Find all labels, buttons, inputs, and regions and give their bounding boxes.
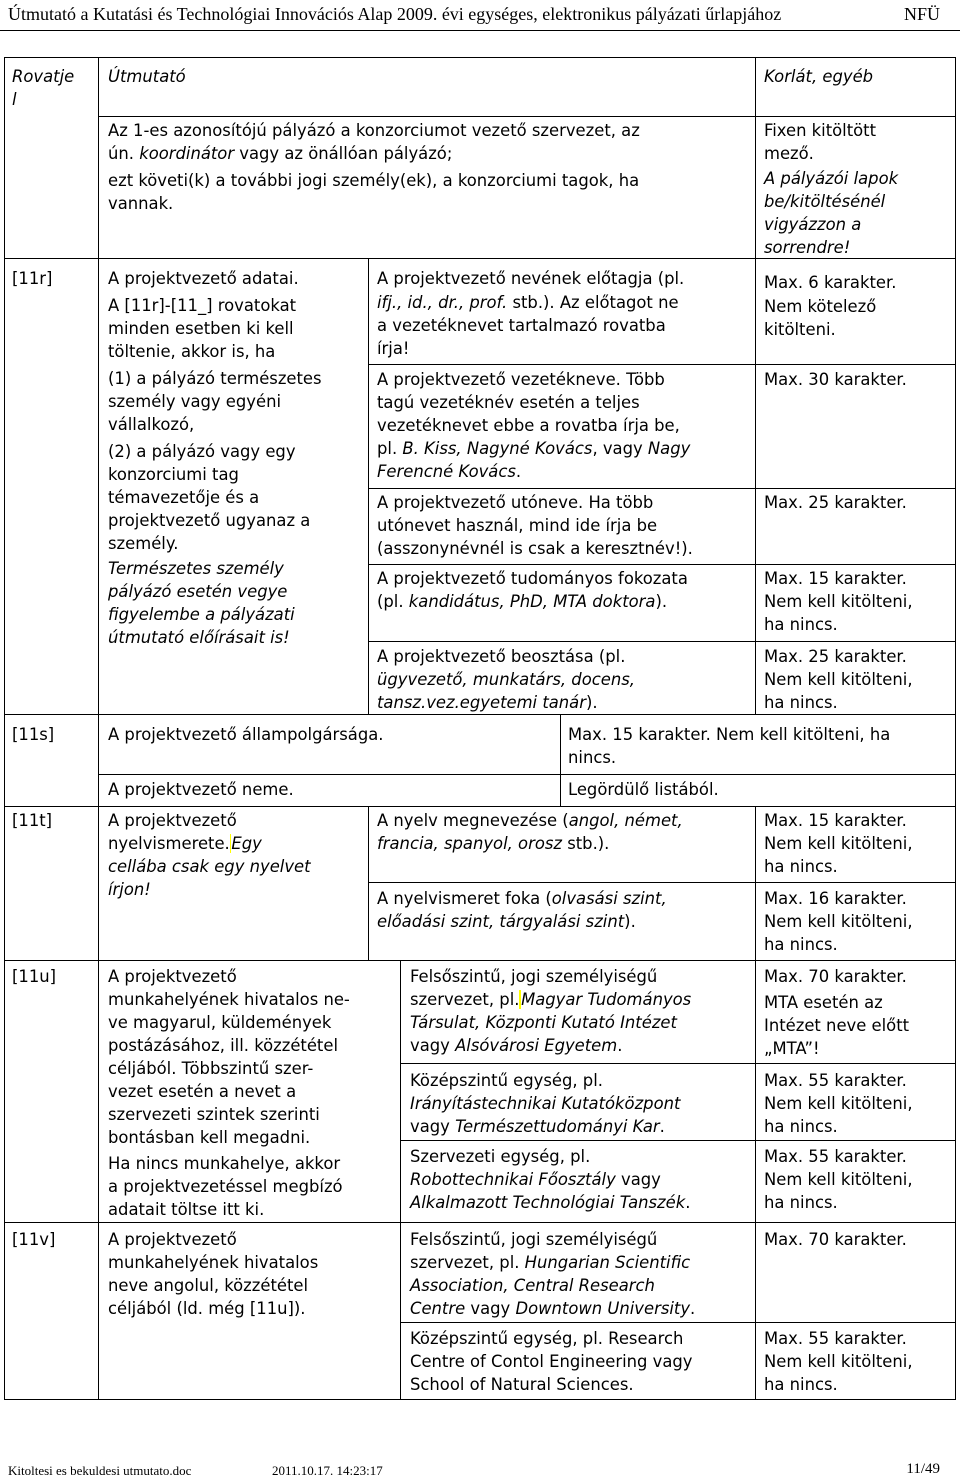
sub-limit: „MTA”! [764, 1039, 820, 1058]
field-desc: személy. [108, 534, 179, 553]
field-desc: (1) a pályázó természetes [108, 369, 322, 388]
field-desc: munkahelyének hivatalos [108, 1253, 319, 1272]
sub-desc: A projektvezető tudományos fokozata [377, 569, 688, 588]
col-divider [368, 806, 369, 960]
sub-desc: School of Natural Sciences. [410, 1375, 634, 1394]
sub-limit: Max. 55 karakter. [764, 1329, 907, 1348]
field-desc: Ha nincs munkahelye, akkor [108, 1154, 341, 1173]
sub-limit: ha nincs. [764, 935, 838, 954]
field-desc: A projektvezető [108, 967, 237, 986]
intro-text: ún. koordinátor vagy az önállóan pályázó; [108, 144, 453, 163]
col-header-limit: Korlát, egyéb [764, 67, 874, 86]
sub-limit: Max. 55 karakter. [764, 1071, 907, 1090]
sub-desc: A projektvezető utóneve. Ha több [377, 493, 654, 512]
sub-desc: Robottechnikai Főosztály vagy [410, 1170, 661, 1189]
field-desc: (2) a pályázó vagy egy [108, 442, 296, 461]
sub-limit: Nem kötelező [764, 297, 877, 316]
field-desc: vállalkozó, [108, 415, 195, 434]
sub-limit: Max. 70 karakter. [764, 967, 907, 986]
intro-limit-note: be/kitöltésénél [764, 192, 886, 211]
field-desc: projektvezető ugyanaz a [108, 511, 311, 530]
row-divider [400, 1063, 955, 1064]
sub-desc: Középszintű egység, pl. Research [410, 1329, 684, 1348]
intro-limit-note: A pályázói lapok [764, 169, 899, 188]
sub-limit: ha nincs. [764, 615, 838, 634]
sub-limit: Intézet neve előtt [764, 1016, 910, 1035]
intro-limit: mező. [764, 144, 814, 163]
sub-desc: utónevet használ, mind ide írja be [377, 516, 658, 535]
sub-desc: ügyvezető, munkatárs, docens, [377, 670, 635, 689]
sub-desc: Ferencné Kovács. [377, 462, 522, 481]
col-divider [98, 58, 99, 1399]
sub-desc: Centre of Contol Engineering vagy [410, 1352, 693, 1371]
row-divider [368, 641, 955, 642]
sub-limit: Max. 70 karakter. [764, 1230, 907, 1249]
field-limit: nincs. [568, 748, 617, 767]
col-divider [755, 58, 756, 714]
sub-desc: A projektvezető beosztása (pl. [377, 647, 626, 666]
footer-filename: Kitoltesi es bekuldesi utmutato.doc [8, 1463, 192, 1478]
field-desc: A projektvezető állampolgársága. [108, 725, 384, 744]
sub-limit: Max. 16 karakter. [764, 889, 907, 908]
footer-page-number: 11/49 [906, 1461, 940, 1477]
field-desc: A projektvezető adatai. [108, 269, 299, 288]
field-desc: neve angolul, közzététel [108, 1276, 309, 1295]
field-desc: vezet esetén a nevet a [108, 1082, 297, 1101]
intro-text: Az 1-es azonosítójú pályázó a konzorciumot vezető szervezet, az [108, 121, 640, 140]
sub-limit: Max. 25 karakter. [764, 647, 907, 666]
sub-desc: Association, Central Research [410, 1276, 655, 1295]
sub-limit: Nem kell kitölteni, [764, 1352, 913, 1371]
field-desc: nyelvismerete. Egy [108, 834, 262, 853]
row-divider [368, 364, 955, 365]
field-desc: szervezeti szintek szerinti [108, 1105, 320, 1124]
col-header-guide: Útmutató [108, 67, 186, 86]
footer-date: 2011.10.17. 14:23:17 [272, 1463, 383, 1478]
sub-limit: Max. 6 karakter. [764, 273, 897, 292]
col-divider [755, 806, 756, 1399]
intro-limit-note: sorrendre! [764, 238, 851, 257]
col-divider [560, 714, 561, 806]
sub-limit: ha nincs. [764, 1375, 838, 1394]
row-divider [98, 774, 955, 775]
sub-desc: francia, spanyol, orosz stb.). [377, 834, 610, 853]
field-note: Természetes személy [108, 559, 284, 578]
field-limit: Legördülő listából. [568, 780, 719, 799]
field-desc: ve magyarul, küldemények [108, 1013, 332, 1032]
field-code-11t: [11t] [12, 811, 53, 830]
sub-desc: szervezet, pl. Magyar Tudományos [410, 990, 692, 1009]
sub-limit: Nem kell kitölteni, [764, 592, 913, 611]
row-divider [400, 1140, 955, 1141]
field-desc: céljából. Többszintű szer- [108, 1059, 314, 1078]
field-note: cellába csak egy nyelvet [108, 857, 311, 876]
field-desc: adatait töltse itt ki. [108, 1200, 265, 1219]
row-divider [5, 960, 955, 961]
field-note: útmutató előírásait is! [108, 628, 290, 647]
sub-desc: Irányítástechnikai Kutatóközpont [410, 1094, 681, 1113]
field-desc: A projektvezető [108, 811, 237, 830]
field-desc: céljából (ld. még [11u]). [108, 1299, 306, 1318]
sub-limit: Max. 15 karakter. [764, 811, 907, 830]
field-desc: A projektvezető [108, 1230, 237, 1249]
sub-limit: ha nincs. [764, 1193, 838, 1212]
intro-text: vannak. [108, 194, 174, 213]
row-divider [400, 1322, 955, 1323]
field-desc: konzorciumi tag [108, 465, 239, 484]
sub-limit: Nem kell kitölteni, [764, 1094, 913, 1113]
sub-desc: tansz.vez.egyetemi tanár). [377, 693, 598, 712]
sub-limit: ha nincs. [764, 857, 838, 876]
sub-desc: A nyelvismeret foka (olvasási szint, [377, 889, 667, 908]
row-divider [5, 1222, 955, 1223]
sub-desc: A projektvezető vezetékneve. Több [377, 370, 665, 389]
intro-limit: Fixen kitöltött [764, 121, 877, 140]
field-desc: töltenie, akkor is, ha [108, 342, 276, 361]
sub-limit: MTA esetén az [764, 993, 883, 1012]
sub-limit: Nem kell kitölteni, [764, 912, 913, 931]
sub-limit: ha nincs. [764, 1117, 838, 1136]
sub-limit: Nem kell kitölteni, [764, 1170, 913, 1189]
sub-desc: a vezetéknevet tartalmazó rovatba [377, 316, 666, 335]
field-desc: A projektvezető neme. [108, 780, 294, 799]
sub-desc: szervezet, pl. Hungarian Scientific [410, 1253, 691, 1272]
sub-desc: vagy Alsóvárosi Egyetem. [410, 1036, 623, 1055]
field-note: írjon! [108, 880, 151, 899]
col-header-field: Rovatje [12, 67, 75, 86]
field-desc: személy vagy egyéni [108, 392, 282, 411]
sub-desc: Középszintű egység, pl. [410, 1071, 603, 1090]
field-code-11u: [11u] [12, 967, 57, 986]
sub-desc: vezetéknevet ebbe a rovatba írja be, [377, 416, 680, 435]
sub-desc: Felsőszintű, jogi személyiségű [410, 1230, 658, 1249]
sub-limit: kitölteni. [764, 320, 836, 339]
sub-desc: írja! [377, 339, 410, 358]
field-code-11v: [11v] [12, 1230, 56, 1249]
sub-desc: Felsőszintű, jogi személyiségű [410, 967, 658, 986]
sub-desc: Centre vagy Downtown University. [410, 1299, 696, 1318]
header-org: NFÜ [903, 4, 940, 24]
sub-desc: tagú vezetéknév esetén a teljes [377, 393, 640, 412]
sub-desc: (pl. kandidátus, PhD, MTA doktora). [377, 592, 668, 611]
field-desc: postázásához, ill. közzététel [108, 1036, 338, 1055]
field-note: figyelembe a pályázati [108, 605, 295, 624]
row-divider [368, 488, 955, 489]
field-desc: témavezetője és a [108, 488, 260, 507]
sub-desc: pl. B. Kiss, Nagyné Kovács, vagy Nagy [377, 439, 691, 458]
row-divider [5, 806, 955, 807]
field-desc: munkahelyének hivatalos ne- [108, 990, 350, 1009]
row-divider [98, 116, 955, 117]
sub-desc: A projektvezető nevének előtagja (pl. [377, 269, 685, 288]
sub-limit: Max. 55 karakter. [764, 1147, 907, 1166]
sub-limit: ha nincs. [764, 693, 838, 712]
sub-desc: előadási szint, tárgyalási szint). [377, 912, 636, 931]
header-title: Útmutató a Kutatási és Technológiai Innovációs Alap 2009. évi egységes, elektronikus pályázati űrlapjához [8, 4, 782, 24]
field-desc: A [11r]-[11_] rovatokat [108, 296, 297, 315]
field-limit: Max. 15 karakter. Nem kell kitölteni, ha [568, 725, 891, 744]
col-divider [400, 960, 401, 1399]
sub-limit: Nem kell kitölteni, [764, 834, 913, 853]
sub-desc: (asszonynévnél is csak a keresztnév!). [377, 539, 693, 558]
field-code-11r: [11r] [12, 269, 53, 288]
intro-limit-note: vigyázzon a [764, 215, 862, 234]
row-divider [368, 882, 955, 883]
row-divider [368, 564, 955, 565]
field-note: pályázó esetén vegye [108, 582, 288, 601]
sub-limit: Max. 25 karakter. [764, 493, 907, 512]
col-header-field-cont: l [12, 90, 17, 109]
sub-desc: A nyelv megnevezése (angol, német, [377, 811, 683, 830]
sub-limit: Max. 30 karakter. [764, 370, 907, 389]
sub-limit: Nem kell kitölteni, [764, 670, 913, 689]
sub-limit: Max. 15 karakter. [764, 569, 907, 588]
sub-desc: Társulat, Központi Kutató Intézet [410, 1013, 677, 1032]
page-header [0, 0, 960, 31]
field-desc: minden esetben ki kell [108, 319, 294, 338]
field-desc: bontásban kell megadni. [108, 1128, 311, 1147]
col-divider [368, 258, 369, 714]
field-code-11s: [11s] [12, 725, 55, 744]
sub-desc: ifj., id., dr., prof. stb.). Az előtagot ne [377, 293, 679, 312]
sub-desc: Szervezeti egység, pl. [410, 1147, 591, 1166]
field-desc: a projektvezetéssel megbízó [108, 1177, 343, 1196]
sub-desc: vagy Természettudományi Kar. [410, 1117, 665, 1136]
sub-desc: Alkalmazott Technológiai Tanszék. [410, 1193, 691, 1212]
intro-text: ezt követi(k) a további jogi személy(ek), a konzorciumi tagok, ha [108, 171, 640, 190]
